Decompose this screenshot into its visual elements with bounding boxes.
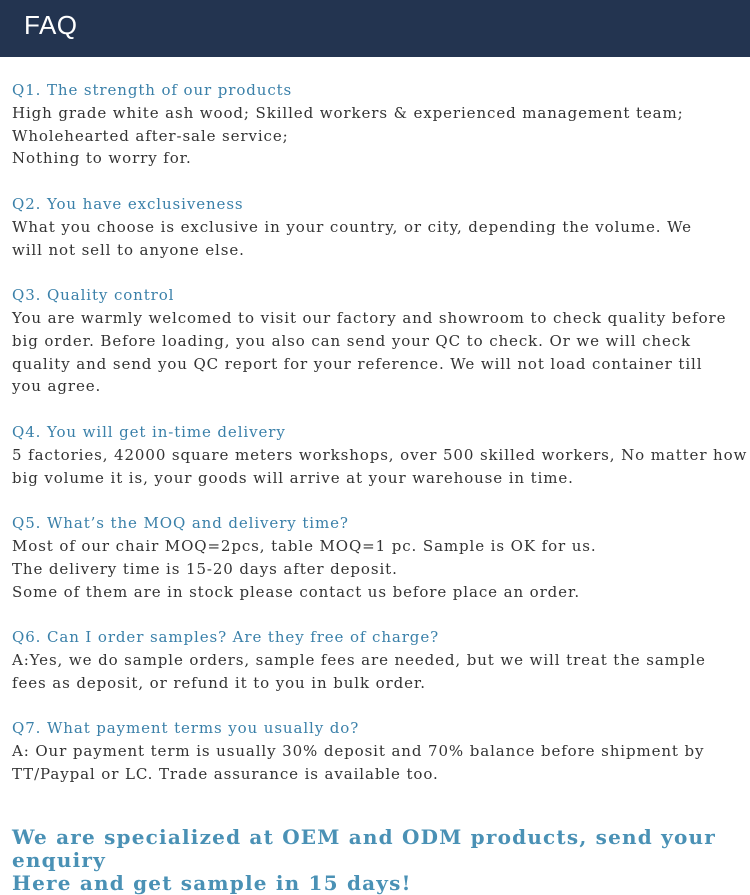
faq-item-q7 [12,717,744,785]
footer-line-2: Here and get sample in 15 days! [12,871,412,895]
faq-answer-line: 5 factories, 42000 square meters workshops, over 500 skilled workers, No matter how [12,445,748,464]
faq-question: Q2. You have exclusiveness [12,194,244,213]
faq-answer-line: High grade white ash wood; Skilled workers & experienced management team; [12,103,684,122]
footer-line-1: We are specialized at OEM and ODM products, send your enquiry [12,825,716,872]
faq-answer-line: quality and send you QC report for your reference. We will not load container till [12,354,703,373]
faq-item-q1 [12,79,744,170]
faq-answer-line: A: Our payment term is usually 30% deposit and 70% balance before shipment by [12,742,705,761]
faq-question: Q6. Can I order samples? Are they free of charge? [12,628,440,647]
faq-answer-line: big order. Before loading, you also can send your QC to check. Or we will check [12,331,692,350]
faq-question: Q4. You will get in-time delivery [12,422,286,441]
faq-answer-line: Most of our chair MOQ=2pcs, table MOQ=1 pc. Sample is OK for us. [12,536,597,555]
footer-slogan [12,826,748,895]
faq-item-q2 [12,193,744,261]
faq-item-q5 [12,512,744,603]
faq-question: Q1. The strength of our products [12,81,293,99]
faq-answer-line: fees as deposit, or refund it to you in bulk order. [12,673,426,692]
faq-answer-line: will not sell to anyone else. [12,240,245,259]
faq-answer-line: TT/Paypal or LC. Trade assurance is available too. [12,764,439,783]
faq-answer-line: Wholehearted after-sale service; [12,126,289,145]
faq-header-bar [0,0,750,57]
faq-answer-line: What you choose is exclusive in your country, or city, depending the volume. We [12,217,692,236]
faq-answer-line: The delivery time is 15-20 days after deposit. [12,559,398,578]
faq-item-q3 [12,284,744,398]
faq-list [12,79,748,809]
faq-answer-line: Some of them are in stock please contact us before place an order. [12,582,581,601]
faq-title: FAQ [24,10,78,40]
faq-question: Q5. What’s the MOQ and delivery time? [12,514,349,533]
faq-answer-line: You are warmly welcomed to visit our factory and showroom to check quality before [12,308,727,327]
faq-item-q4 [12,421,748,489]
faq-answer-line: you agree. [12,377,102,396]
faq-answer-line: big volume it is, your goods will arrive at your warehouse in time. [12,468,574,487]
faq-item-q6 [12,626,744,694]
faq-question: Q3. Quality control [12,286,175,305]
faq-question: Q7. What payment terms you usually do? [12,719,360,738]
faq-answer-line: Nothing to worry for. [12,149,192,168]
faq-answer-line: A:Yes, we do sample orders, sample fees are needed, but we will treat the sample [12,650,706,669]
